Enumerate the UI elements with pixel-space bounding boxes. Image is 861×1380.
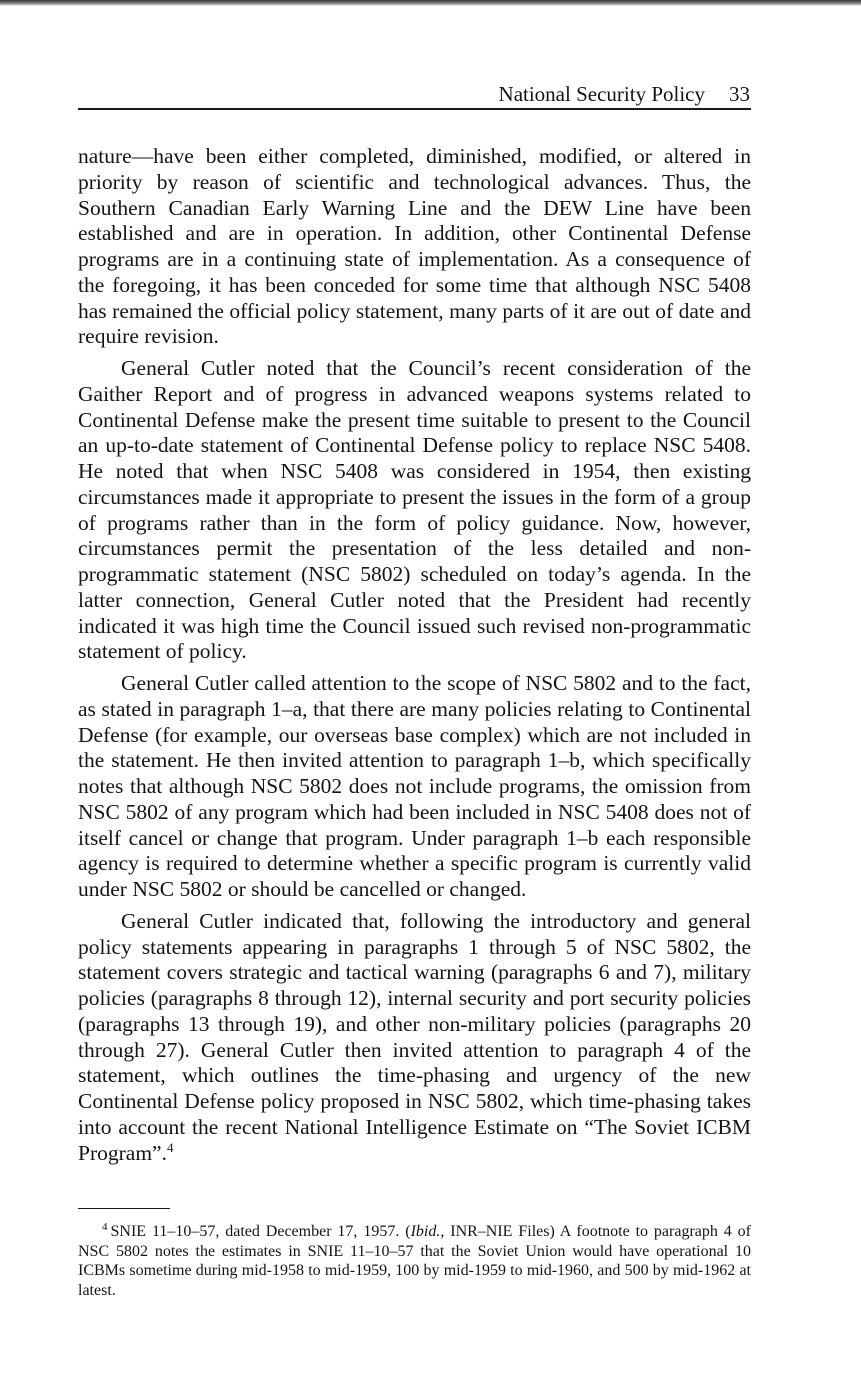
footnote-text-rest: , INR–NIE Files) A footnote to paragraph 4 of NSC 5802 notes the estimates in SNIE 11–10–57 that the Soviet Union would have operational 10 ICBMs sometime during mid-1958 to mid-1959, 100 by mid-1959 to mid-1960, and 500 by mid-1962 at latest. (78, 1223, 752, 1299)
footnote-number: 4 (102, 1220, 108, 1233)
paragraph: General Cutler called attention to the scope of NSC 5802 and to the fact, as stated in paragraph 1–a, that there are many policies relating to Continental Defense (for example, our overseas base complex) which are not included in the statement. He then invited attention to paragraph 1–b, which specifically notes that although NSC 5802 does not include programs, the omission from NSC 5802 of any program which had been included in NSC 5408 does not of itself cancel or change that program. Under paragraph 1–b each responsible agency is required to determine whether a specific program is currently valid under NSC 5802 or should be cancelled or changed. (78, 671, 751, 901)
footnote-ibid: Ibid. (410, 1223, 441, 1240)
body-text (78, 144, 751, 1172)
footnote-reference: 4 (166, 1139, 174, 1155)
running-title: National Security Policy (498, 82, 705, 106)
footnote-text-start: SNIE 11–10–57, dated December 17, 1957. ( (110, 1223, 411, 1240)
paragraph-text: General Cutler indicated that, following the introductory and general policy statements appearing in paragraphs 1 through 5 of NSC 5802, the statement covers strategic and tactical warning (paragraphs 6 and 7), military policies (paragraphs 8 through 12), internal security and port security policies (paragraphs 13 through 19), and other non-military policies (paragraphs 20 through 27). General Cutler then invited attention to paragraph 4 of the statement, which outlines the time-phasing and urgency of the new Continental Defense policy proposed in NSC 5802, which time-phasing takes into account the recent National Intelligence Estimate on “The Soviet ICBM Program”. (78, 908, 751, 1165)
page-number: 33 (729, 82, 750, 106)
running-header (78, 80, 750, 108)
paragraph: General Cutler noted that the Council’s recent consideration of the Gaither Report and of progress in advanced weapons systems related to Continental Defense make the present time suitable to present to the Council an up-to-date statement of Continental Defense policy to replace NSC 5408. He noted that when NSC 5408 was considered in 1954, then existing circumstances made it appropriate to present the issues in the form of a group of programs rather than in the form of policy guidance. Now, however, circumstances permit the presentation of the less detailed and non-programmatic statement (NSC 5802) scheduled on today’s agenda. In the latter connection, General Cutler noted that the President had recently indicated it was high time the Council issued such revised non-programmatic statement of policy. (78, 356, 751, 664)
footnote (78, 1222, 751, 1300)
scan-top-edge (0, 0, 861, 6)
footnote-rule (78, 1208, 170, 1209)
paragraph-continued: nature—have been either completed, diminished, modified, or altered in priority by reason of scientific and technological advances. Thus, the Southern Canadian Early Warning Line and the DEW Line have been established and are in operation. In addition, other Continental Defense programs are in a continuing state of implementation. As a consequence of the foregoing, it has been conceded for some time that although NSC 5408 has remained the official policy statement, many parts of it are out of date and require revision. (78, 144, 751, 349)
header-rule (78, 108, 751, 110)
paragraph-with-footnote (78, 909, 751, 1167)
